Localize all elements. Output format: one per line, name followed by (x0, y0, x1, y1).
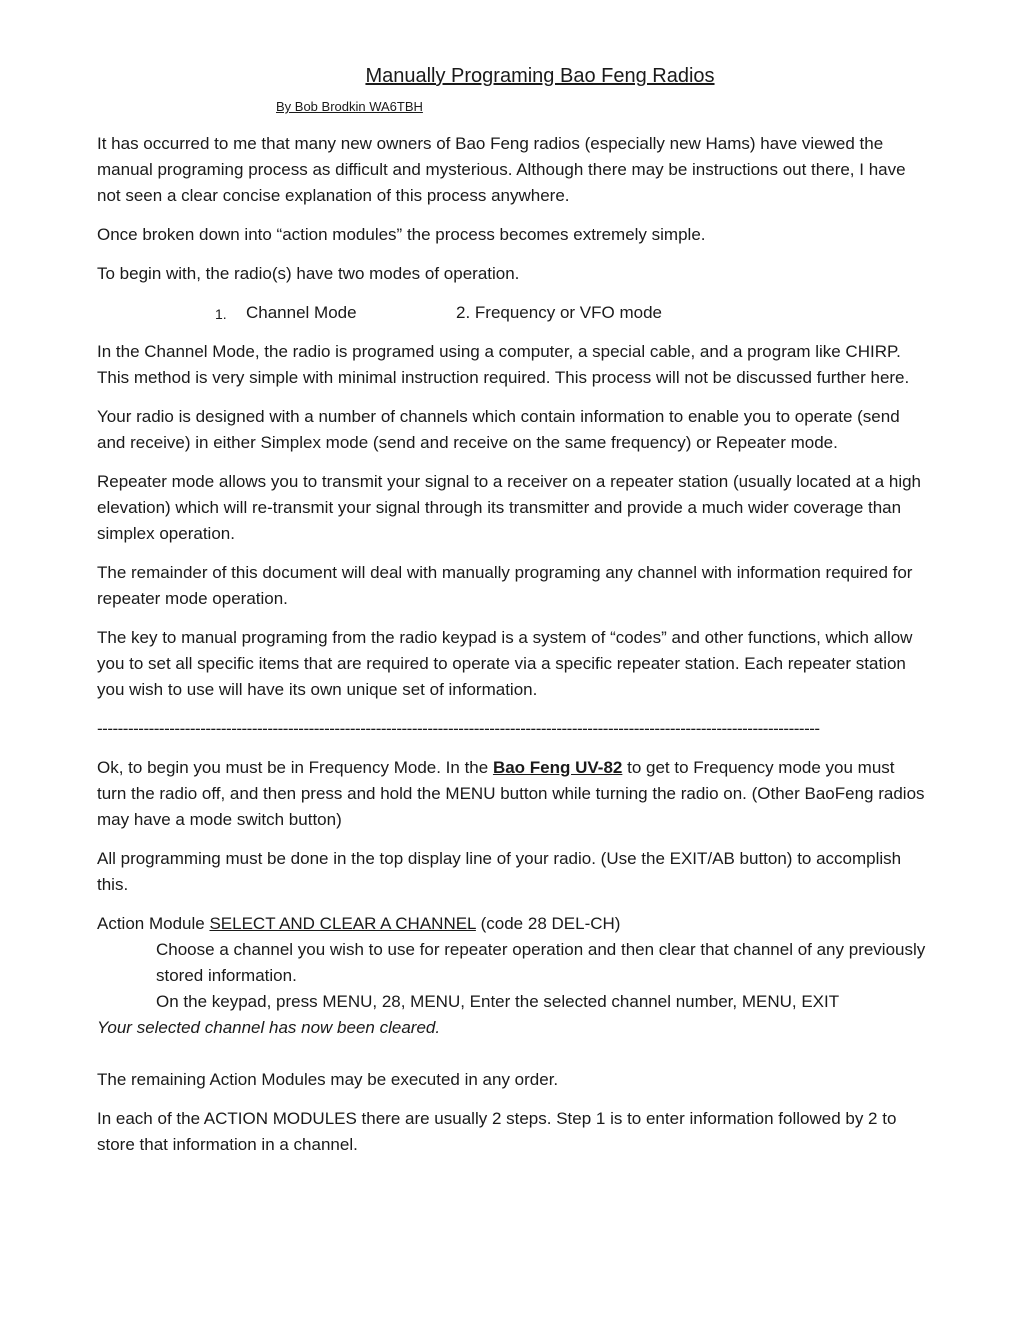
paragraph-keypad-codes: The key to manual programing from the radio keypad is a system of “codes” and other functions, which allow you to set all specific items that are required to operate via a specific repeater station. Each repeater station you wish to use will have its own unique set of information. (97, 628, 913, 699)
module-step-2 (97, 989, 927, 1015)
module-heading (97, 911, 927, 937)
paragraph-channels: Your radio is designed with a number of channels which contain information to enable you to operate (send and receive) in either Simplex mode (send and receive on the same frequency) or Repeater mode. (97, 407, 900, 452)
paragraph-action-modules: Once broken down into “action modules” the process becomes extremely simple. (97, 225, 706, 244)
action-module-select-clear (97, 911, 927, 1041)
spacer (97, 1041, 927, 1067)
paragraph-repeater-mode: Repeater mode allows you to transmit your signal to a receiver on a repeater station (usually located at a high elevation) which will re-transmit your signal through its transmitter and provide a much wider coverage than simplex operation. (97, 472, 922, 543)
paragraph-steps: In each of the ACTION MODULES there are usually 2 steps. Step 1 is to enter information followed by 2 to store that information in a channel. (97, 1109, 897, 1154)
module-step-1 (97, 937, 927, 989)
module-step-2-text: On the keypad, press MENU, 28, MENU, Enter the selected channel number, MENU, EXIT (156, 992, 840, 1011)
list-item-number: 1. (215, 306, 227, 322)
separator-line: -------------------------------------------------------------------------------------------------------------------------------------------- (97, 719, 820, 738)
paragraph-top-display: All programming must be done in the top display line of your radio. (Use the EXIT/AB button) to accomplish this. (97, 849, 902, 894)
module-code: (code 28 DEL-CH) (475, 914, 621, 933)
document-title: Manually Programing Bao Feng Radios (365, 65, 715, 87)
list-item-frequency-mode: 2. Frequency or VFO mode (456, 303, 662, 322)
paragraph-intro: It has occurred to me that many new owners of Bao Feng radios (especially new Hams) have viewed the manual programing process as difficult and mysterious. Although there may be instructions out there, I have not seen a clear concise explanation of this process anywhere. (97, 134, 906, 205)
list-item-channel-mode: Channel Mode (246, 303, 357, 322)
paragraph-channel-mode: In the Channel Mode, the radio is programed using a computer, a special cable, and a program like CHIRP. This method is very simple with minimal instruction required. This process will not be discussed further here. (97, 342, 910, 387)
paragraph-remaining-modules: The remaining Action Modules may be executed in any order. (97, 1070, 559, 1089)
paragraph-frequency-mode (97, 755, 927, 833)
paragraph-modes: To begin with, the radio(s) have two modes of operation. (97, 264, 520, 283)
text-span: to get to Frequency mode you must turn the radio off, and then press and hold the MENU button while turning the radio on. (Other BaoFeng radios may have a mode switch button) (97, 758, 925, 829)
module-result: Your selected channel has now been cleared. (97, 1018, 441, 1037)
modes-list (97, 300, 927, 326)
module-step-1-text: Choose a channel you wish to use for repeater operation and then clear that channel of any previously stored information. (156, 940, 926, 985)
text-span: Ok, to begin you must be in Frequency Mode. In the (97, 758, 493, 777)
paragraph-remainder: The remainder of this document will deal with manually programing any channel with information required for repeater mode operation. (97, 563, 913, 608)
module-prefix: Action Module (97, 914, 210, 933)
radio-model-link[interactable]: Bao Feng UV-82 (492, 758, 623, 777)
module-name: SELECT AND CLEAR A CHANNEL (209, 914, 476, 933)
document-byline: By Bob Brodkin WA6TBH (276, 99, 423, 114)
document-body (97, 131, 927, 1171)
